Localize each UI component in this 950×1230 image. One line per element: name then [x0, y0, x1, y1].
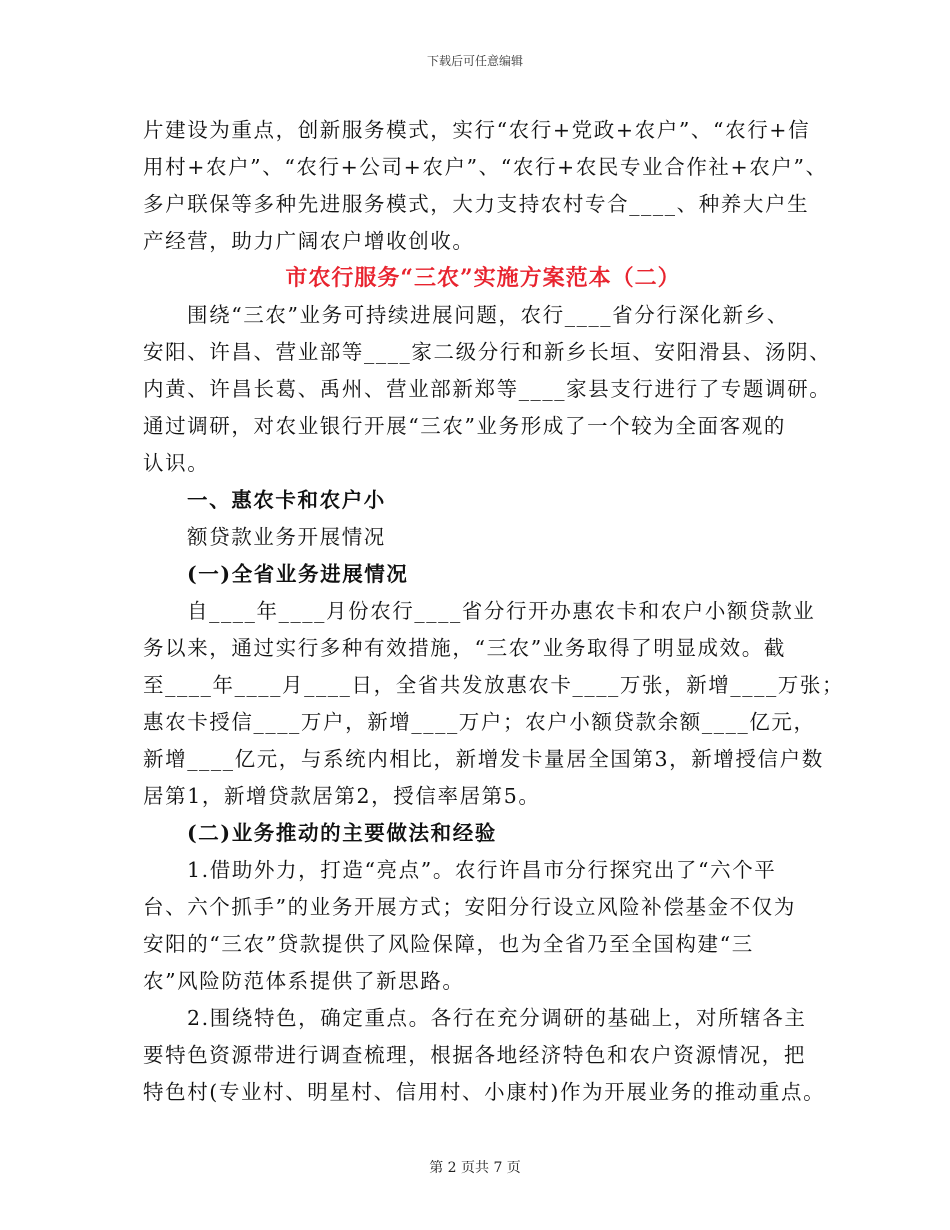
body-line: 通过调研，对农业银行开展“三农”业务形成了一个较为全面客观的 — [143, 414, 786, 438]
body-line: 产经营，助力广阔农户增收创收。 — [143, 229, 475, 253]
body-line: 安阳的“三农”贷款提供了风险保障，也为全省乃至全国构建“三 — [143, 932, 754, 956]
body-line: 惠农卡授信____万户，新增____万户；农户小额贷款余额____亿元， — [143, 710, 816, 734]
body-line: 至____年____月____日，全省共发放惠农卡____万张，新增____万张； — [143, 673, 845, 697]
body-line: 多户联保等多种先进服务模式，大力支持农村专合____、种养大户生 — [143, 192, 810, 216]
page-footer: 第 2 页共 7 页 — [429, 1160, 521, 1176]
body-line: 要特色资源带进行调查梳理，根据各地经济特色和农户资源情况，把 — [143, 1043, 806, 1067]
body-line: 新增____亿元，与系统内相比，新增发卡量居全国第3，新增授信户数 — [143, 747, 824, 771]
body-line: 额贷款业务开展情况 — [187, 525, 386, 549]
body-line: 居第1，新增贷款居第2，授信率居第5。 — [143, 784, 541, 808]
heading-level-2: (一)全省业务进展情况 — [187, 562, 409, 586]
body-line: 特色村(专业村、明星村、信用村、小康村)作为开展业务的推动重点。 — [143, 1080, 826, 1104]
body-line: 用村+农户”、“农行+公司+农户”、“农行+农民专业合作社+农户”、 — [143, 155, 828, 179]
body-line: 自____年____月份农行____省分行开办惠农卡和农户小额贷款业 — [187, 599, 816, 623]
body-line: 1.借助外力，打造“亮点”。农行许昌市分行探究出了“六个平 — [187, 858, 777, 882]
body-line: 安阳、许昌、营业部等____家二级分行和新乡长垣、安阳滑县、汤阴、 — [143, 340, 832, 364]
body-line: 围绕“三农”业务可持续进展问题，农行____省分行深化新乡、 — [187, 303, 789, 327]
body-line: 台、六个抓手”的业务开展方式；安阳分行设立风险补偿基金不仅为 — [143, 895, 796, 919]
body-line: 2.围绕特色，确定重点。各行在充分调研的基础上，对所辖各主 — [187, 1006, 807, 1030]
body-line: 农”风险防范体系提供了新思路。 — [143, 969, 465, 993]
document-body — [143, 112, 845, 1111]
body-line: 务以来，通过实行多种有效措施，“三农”业务取得了明显成效。截 — [143, 636, 786, 660]
body-line: 片建设为重点，创新服务模式，实行“农行+党政+农户”、“农行+信 — [143, 118, 811, 142]
heading-level-1: 一、惠农卡和农户小 — [187, 488, 386, 512]
body-line: 认识。 — [143, 451, 210, 475]
heading-level-2: (二)业务推动的主要做法和经验 — [187, 821, 497, 845]
body-line: 内黄、许昌长葛、禹州、营业部新郑等____家县支行进行了专题调研。 — [143, 377, 832, 401]
section-title: 市农行服务“三农”实施方案范本（二） — [285, 265, 681, 291]
page-header: 下载后可任意编辑 — [426, 54, 523, 68]
